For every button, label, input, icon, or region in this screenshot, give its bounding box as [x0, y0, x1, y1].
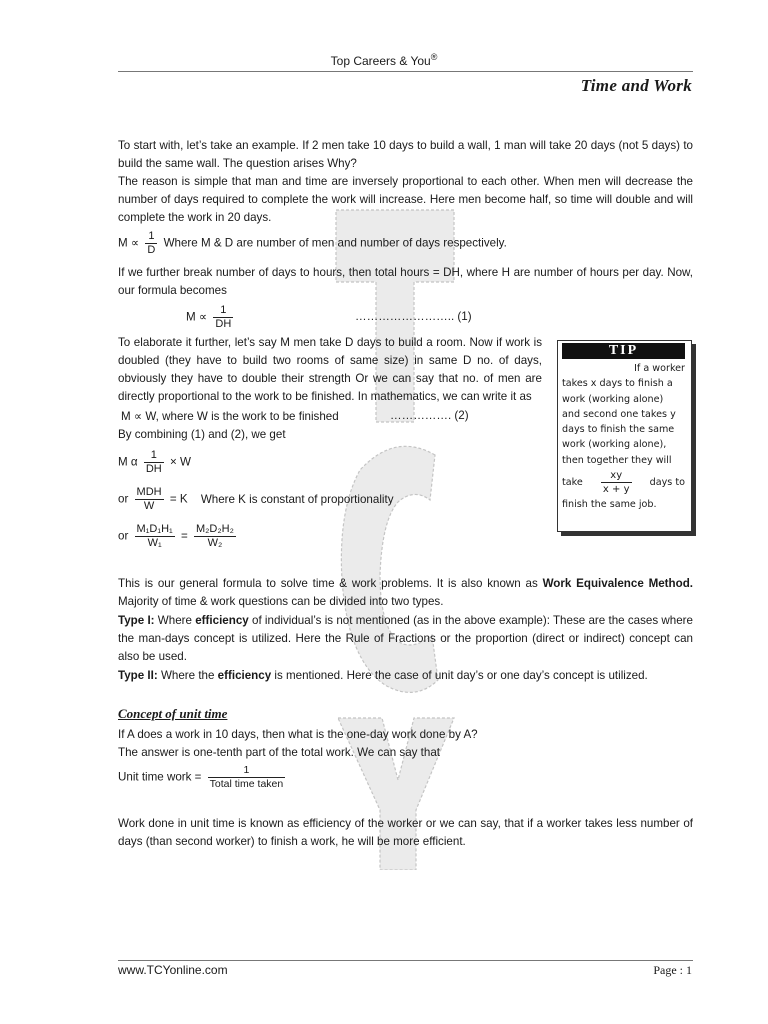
fraction: $\frac{1}{D}$ [147, 230, 156, 256]
fraction: $\frac{1}{DH}$ [145, 449, 162, 475]
formula-equivalence: or $\frac{\text{M₁D₁H₁}}{\text{W₁}}$ = $\frac{\text{M₂D₂H₂}}{\text{W₂}}$ [118, 523, 234, 549]
page-number: Page : 1 [653, 963, 692, 977]
formula-men-days: M ∝ $\frac{1}{D}$ Where M & D are number of men and number of days respectively. [118, 230, 507, 256]
header-rule [118, 71, 693, 72]
formula-2: M ∝ W, where W is the work to be finished [121, 410, 339, 423]
footer-rule [118, 960, 693, 961]
tip-body: If a worker takes x days to finish a work (working alone) and second one takes y days to finish the same work (working alone), then together they will take $\frac{xy}{x + y}$ days to finish the same job. [562, 363, 685, 511]
registered-mark: ® [430, 52, 438, 62]
page-title: Time and Work [580, 76, 692, 95]
type-2-paragraph: Type II: Where the efficiency is mentioned. Here the case of unit day’s or one day’s concept is utilized. [118, 669, 648, 682]
elaborate-paragraph: To elaborate it further, let’s say M men take D days to build a room. Now if work is doubled (they have to build two rooms of same size) in same D no. of days, obviously they have to double their strength Or we can say that no. of men are directly proportional to the work to be finished. In mathematics, we can write it as [118, 336, 542, 403]
formula-constant: or $\frac{\text{MDH}}{W}$ = K Where K is constant of proportionality [118, 486, 394, 512]
fraction: $\frac{\text{M₂D₂H₂}}{\text{W₂}}$ [195, 523, 234, 549]
intro-paragraph-2: The reason is simple that man and time are inversely proportional to each other. When men will decrease the number of days required to complete the work will increase. Here men become half, so time will double and will complete the work in 20 days. [118, 175, 693, 224]
fraction: $\frac{\text{MDH}}{W}$ [136, 486, 162, 512]
fraction: $\frac{xy}{x + y}$ [602, 470, 630, 496]
general-formula-paragraph: This is our general formula to solve time & work problems. It is also known as Work Equivalence Method. Majority of time & work questions can be divided into two types. [118, 577, 694, 608]
unit-time-question: If A does a work in 10 days, then what is the one-day work done by A? [118, 728, 478, 741]
footer-site-link[interactable]: www.TCYonline.com [118, 963, 228, 977]
intro-paragraph-1: To start with, let’s take an example. If 2 men take 10 days to build a wall, 1 man will take 20 days (not 5 days) to build the same wall. The question arises Why? [118, 139, 693, 170]
formula-1: M ∝ $\frac{1}{DH}$ [186, 304, 232, 330]
formula-1-ref: …………………….. (1) [355, 310, 472, 323]
fraction: $\frac{\text{M₁D₁H₁}}{\text{W₁}}$ [136, 523, 173, 549]
tip-heading: TIP [562, 343, 685, 359]
intro-paragraph-3: If we further break number of days to hours, then total hours = DH, where H are number of hours per day. Now, our formula becomes [118, 266, 693, 297]
tip-box [557, 340, 692, 532]
fraction: $\frac{1}{\text{Total time taken}}$ [209, 764, 284, 790]
formula-combined: M α $\frac{1}{DH}$ × W [118, 449, 191, 475]
type-1-paragraph: Type I: Where efficiency of individual’s is not mentioned (as in the above example): These are the cases where the man-days concept is utilized. Here the Rule of Fractions or the proportion (direct or indirect) concept can also be used. [118, 614, 693, 663]
header-brand: Top Careers & You® [330, 52, 438, 68]
combining-text: By combining (1) and (2), we get [118, 428, 286, 441]
formula-unit-time: Unit time work = $\frac{1}{\text{Total time taken}}$ [118, 764, 284, 790]
fraction: $\frac{1}{DH}$ [215, 304, 232, 330]
efficiency-paragraph: Work done in unit time is known as efficiency of the worker or we can say, that if a worker takes less number of days (than second worker) to finish a work, he will be more efficient. [118, 817, 693, 848]
section-heading-unit-time: Concept of unit time [118, 706, 228, 721]
formula-2-ref: ……………. (2) [390, 409, 469, 422]
unit-time-answer: The answer is one-tenth part of the total work. We can say that [118, 746, 440, 759]
